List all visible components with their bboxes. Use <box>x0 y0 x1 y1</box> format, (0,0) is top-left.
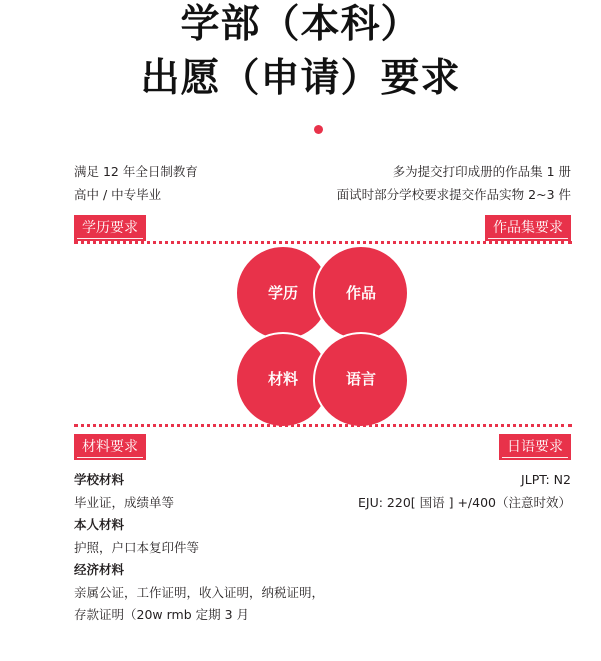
economic-materials-heading: 经济材料 <box>74 562 125 577</box>
portfolio-requirements-tag: 作品集要求 <box>485 215 571 241</box>
personal-materials-heading: 本人材料 <box>74 517 125 532</box>
personal-materials-text: 护照，户口本复印件等 <box>74 540 200 555</box>
education-text-2: 高中 / 中专毕业 <box>74 187 162 202</box>
page-title-line-1: 学部（本科） <box>180 2 421 47</box>
page-title-line-2: 出愿（申请）要求 <box>140 56 461 101</box>
economic-materials-text-1: 亲属公证，工作证明，收入证明，纳税证明， <box>74 585 325 600</box>
bottom-dotted-divider <box>74 424 572 427</box>
language-circle-label: 语言 <box>345 370 376 388</box>
economic-materials-text-2: 存款证明（20w rmb 定期 3 月 <box>74 607 250 622</box>
school-materials-heading: 学校材料 <box>74 472 125 487</box>
education-requirements-tag: 学历要求 <box>74 215 146 241</box>
japanese-requirements-tag: 日语要求 <box>499 434 571 460</box>
portfolio-text-1: 多为提交打印成册的作品集 1 册 <box>392 164 571 179</box>
education-circle-label: 学历 <box>267 284 298 302</box>
education-text-1: 满足 12 年全日制教育 <box>74 164 198 179</box>
materials-requirements-tag: 材料要求 <box>74 434 146 460</box>
portfolio-circle-label: 作品 <box>345 284 376 302</box>
jlpt-requirement: JLPT: N2 <box>521 472 571 487</box>
school-materials-text: 毕业证，成绩单等 <box>74 495 175 510</box>
portfolio-text-2: 面试时部分学校要求提交作品实物 2~3 件 <box>336 187 571 202</box>
decorative-dot <box>314 125 323 134</box>
materials-circle-label: 材料 <box>267 370 298 388</box>
eju-requirement: EJU: 220[ 国语 ] +/400（注意时效） <box>358 495 571 510</box>
top-dotted-divider <box>74 241 572 244</box>
